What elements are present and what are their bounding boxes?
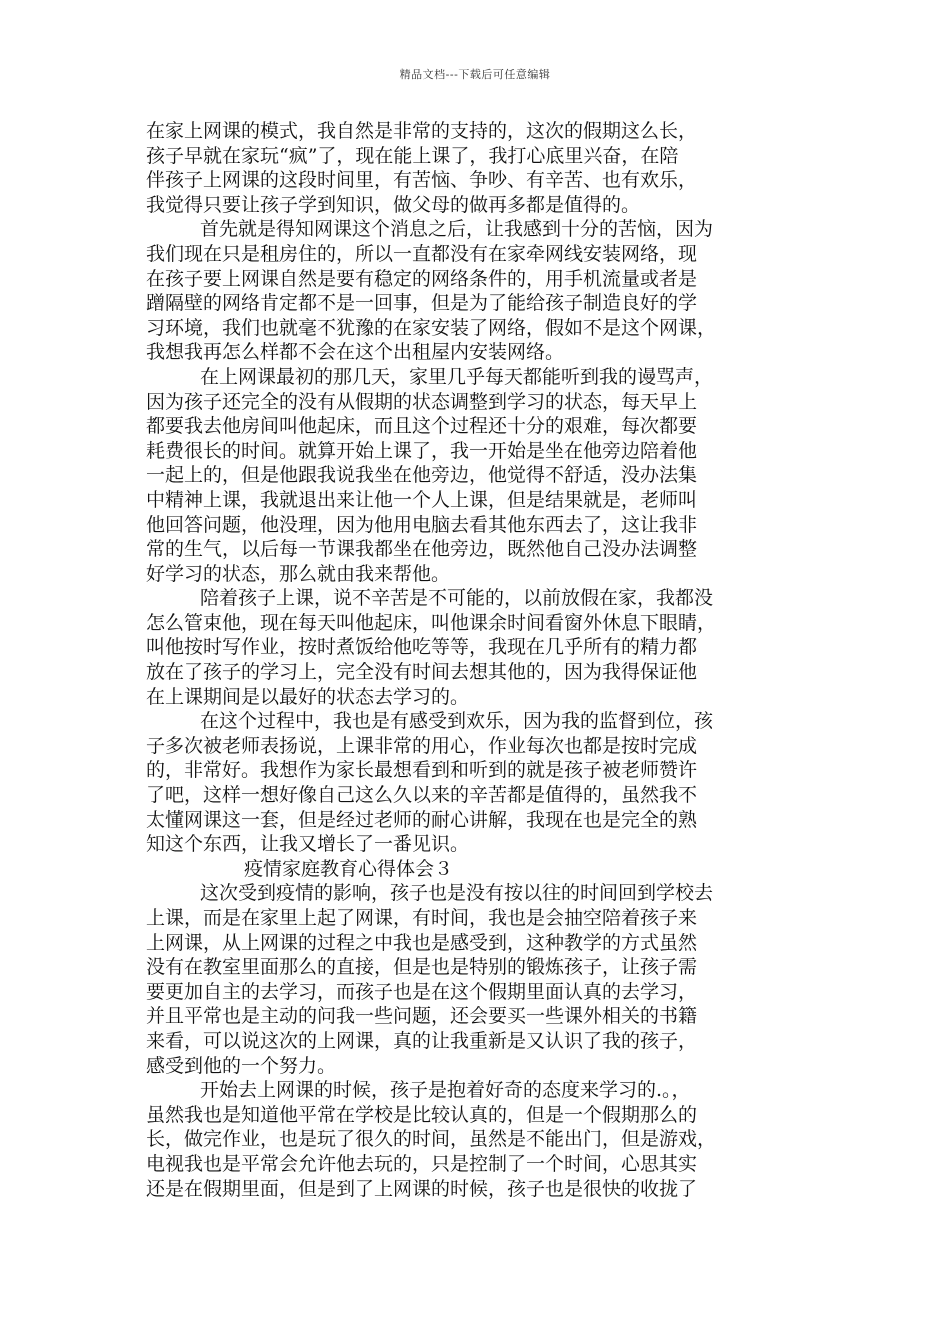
text-line: 耗费很长的时间。就算开始上课了，我一开始是坐在他旁边陪着他	[146, 439, 698, 462]
text-line: 在这个过程中，我也是有感受到欢乐，因为我的监督到位，孩	[200, 710, 714, 733]
text-line: 还是在假期里面，但是到了上网课的时候，孩子也是很快的收拢了	[146, 1177, 698, 1200]
section-heading: 疫情家庭教育心得体会３	[244, 857, 454, 880]
text-line: 都要我去他房间叫他起床，而且这个过程还十分的艰难，每次都要	[146, 415, 698, 438]
text-line: 蹭隔壁的网络肯定都不是一回事，但是为了能给孩子制造良好的学	[146, 292, 698, 315]
page-header: 精品文档---下载后可任意编辑	[399, 68, 551, 81]
text-line: 叫他按时写作业，按时煮饭给他吃等等，我现在几乎所有的精力都	[146, 636, 698, 659]
text-line: 并且平常也是主动的问我一些问题，还会要买一些课外相关的书籍	[146, 1005, 698, 1028]
text-line: 伴孩子上网课的这段时间里，有苦恼、争吵、有辛苦、也有欢乐，	[146, 169, 698, 192]
text-line: 子多次被老师表扬说，上课非常的用心，作业每次也都是按时完成	[146, 734, 698, 757]
text-line: 电视我也是平常会允许他去玩的，只是控制了一个时间，心思其实	[146, 1152, 698, 1175]
text-line: 长，做完作业，也是玩了很久的时间，虽然是不能出门，但是游戏，	[146, 1128, 717, 1151]
text-line: 因为孩子还完全的没有从假期的状态调整到学习的状态，每天早上	[146, 390, 698, 413]
text-line: 知这个东西，让我又增长了一番见识。	[146, 833, 470, 856]
text-line: 孩子早就在家玩“疯”了，现在能上课了，我打心底里兴奋，在陪	[146, 144, 679, 167]
text-line: 上网课，从上网课的过程之中我也是感受到，这种教学的方式虽然	[146, 931, 698, 954]
text-line: 在上课期间是以最好的状态去学习的。	[146, 685, 470, 708]
text-line: 的，非常好。我想作为家长最想看到和听到的就是孩子被老师赞许	[146, 759, 698, 782]
text-line: 感受到他的一个努力。	[146, 1054, 337, 1077]
text-line: 中精神上课，我就退出来让他一个人上课，但是结果就是，老师叫	[146, 488, 698, 511]
text-line: 来看，可以说这次的上网课，真的让我重新是又认识了我的孩子，	[146, 1029, 698, 1052]
text-line: 要更加自主的去学习，而孩子也是在这个假期里面认真的去学习，	[146, 980, 698, 1003]
text-line: 太懂网课这一套，但是经过老师的耐心讲解，我现在也是完全的熟	[146, 808, 698, 831]
text-line: 常的生气，以后每一节课我都坐在他旁边，既然他自己没办法调整	[146, 538, 698, 561]
text-line: 一起上的，但是他跟我说我坐在他旁边，他觉得不舒适，没办法集	[146, 464, 698, 487]
text-line: 放在了孩子的学习上，完全没有时间去想其他的，因为我得保证他	[146, 661, 698, 684]
text-line: 没有在教室里面那么的直接，但是也是特别的锻炼孩子，让孩子需	[146, 956, 698, 979]
text-line: 首先就是得知网课这个消息之后，让我感到十分的苦恼，因为	[200, 218, 714, 241]
text-line: 他回答问题，他没理，因为他用电脑去看其他东西去了，这让我非	[146, 513, 698, 536]
text-line: 开始去上网课的时候，孩子是抱着好奇的态度来学习的.。，	[200, 1079, 691, 1102]
document-body	[146, 119, 818, 1201]
text-line: 我们现在只是租房住的，所以一直都没有在家牵网线安装网络，现	[146, 242, 698, 265]
text-line: 习环境，我们也就毫不犹豫的在家安装了网络，假如不是这个网课，	[146, 316, 717, 339]
text-line: 在孩子要上网课自然是要有稳定的网络条件的，用手机流量或者是	[146, 267, 698, 290]
text-line: 上课，而是在家里上起了网课，有时间，我也是会抽空陪着孩子来	[146, 907, 698, 929]
text-line: 这次受到疫情的影响，孩子也是没有按以往的时间回到学校去	[200, 882, 714, 905]
text-line: 我觉得只要让孩子学到知识，做父母的做再多都是值得的。	[146, 193, 641, 216]
text-line: 在家上网课的模式，我自然是非常的支持的，这次的假期这么长，	[146, 120, 698, 142]
text-line: 了吧，这样一想好像自己这么久以来的辛苦都是值得的，虽然我不	[146, 784, 698, 807]
text-line: 陪着孩子上课，说不辛苦是不可能的，以前放假在家，我都没	[200, 587, 714, 610]
text-line: 在上网课最初的那几天，家里几乎每天都能听到我的谩骂声，	[200, 365, 714, 388]
text-line: 虽然我也是知道他平常在学校是比较认真的，但是一个假期那么的	[146, 1103, 698, 1126]
text-line: 好学习的状态，那么就由我来帮他。	[146, 562, 451, 585]
text-line: 怎么管束他，现在每天叫他起床，叫他课余时间看窗外休息下眼睛，	[146, 611, 717, 634]
text-line: 我想我再怎么样都不会在这个出租屋内安装网络。	[146, 341, 565, 364]
